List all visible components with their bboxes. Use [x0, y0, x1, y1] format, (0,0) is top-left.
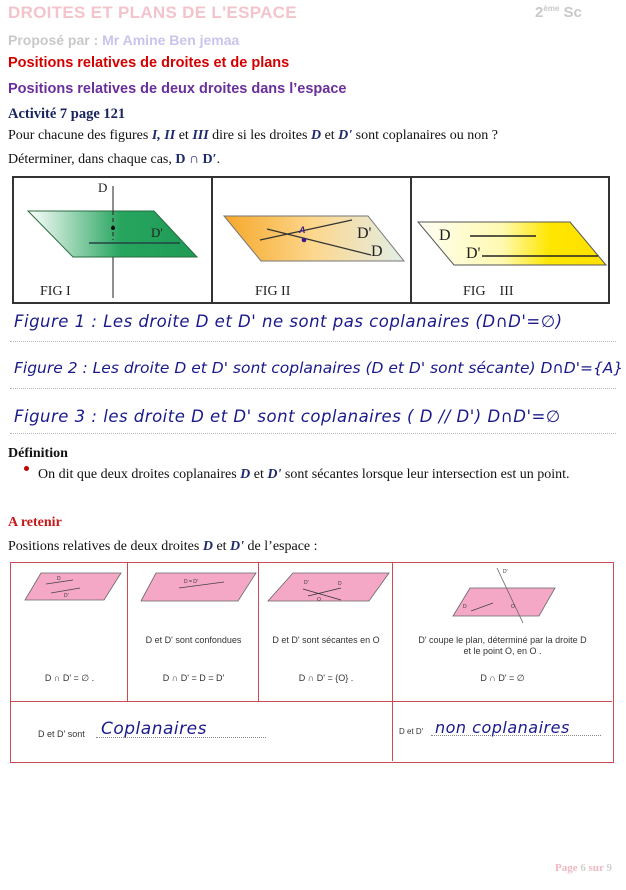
question-1 — [8, 128, 498, 144]
q1-Dp: D' — [338, 128, 353, 143]
summary-left-answer: Coplanaires — [101, 719, 207, 739]
document-title: DROITES ET PLANS DE L'ESPACE — [8, 3, 297, 22]
retenir-et: et — [216, 539, 227, 554]
q2-expr: D ∩ D′ — [175, 152, 217, 167]
summary-right-label: D et D' — [399, 727, 424, 736]
def-Dp: D' — [267, 467, 282, 482]
def-D: D — [240, 467, 251, 482]
summary-coplanaires — [11, 702, 393, 761]
svg-text:D: D — [98, 180, 108, 195]
svg-text:O: O — [511, 604, 515, 610]
page-current: 6 — [580, 862, 586, 874]
case-non-coplanaires-intersection: D ∩ D' = ∅ — [480, 673, 525, 683]
svg-text:D: D — [439, 227, 451, 244]
summary-left-label: D et D' sont — [38, 729, 85, 739]
activity-title: Activité 7 page 121 — [8, 106, 126, 122]
svg-text:D': D' — [304, 580, 309, 586]
page-word: Page — [555, 862, 578, 874]
svg-text:FIG II: FIG II — [255, 284, 291, 299]
case-non-coplanaires — [393, 563, 612, 702]
author-line — [8, 32, 239, 48]
answer-line-1-rule — [10, 341, 616, 342]
answer-line-2-rule — [10, 388, 616, 389]
svg-text:D: D — [371, 243, 383, 260]
def-text-b: sont sécantes lorsque leur intersection est un point. — [284, 467, 570, 482]
case-non-coplanaires-desc2: et le point O, en O . — [463, 646, 542, 656]
case-confondues — [128, 563, 259, 702]
figure-3-drawing — [412, 178, 608, 302]
retenir-table — [10, 562, 614, 763]
level-sup: ème — [543, 4, 560, 13]
retenir-title: A retenir — [8, 515, 62, 530]
author-prefix: Proposé par : — [8, 32, 99, 48]
case-parallel-intersection: D ∩ D' = ∅ . — [44, 673, 95, 683]
retenir-intro-a: Positions relatives de deux droites — [8, 539, 200, 554]
figure-1 — [14, 178, 211, 302]
author-name: Mr Amine Ben jemaa — [102, 32, 240, 48]
retenir-intro — [8, 539, 318, 555]
svg-text:O: O — [317, 597, 321, 603]
svg-text:D': D' — [466, 245, 481, 262]
case-parallel-drawing — [11, 563, 128, 613]
case-parallel — [11, 563, 128, 702]
q1-text: Pour chacune des figures — [8, 128, 149, 143]
definition-title: Définition — [8, 446, 68, 461]
case-secantes-drawing — [259, 563, 393, 613]
q1-et2: et — [324, 128, 335, 143]
q2-end: . — [216, 152, 221, 167]
svg-text:D': D' — [151, 225, 163, 240]
definition-text — [38, 467, 570, 483]
def-text-a: On dit que deux droites coplanaires — [38, 467, 237, 482]
case-secantes-desc: D et D' sont sécantes en O — [272, 635, 380, 645]
svg-text:FIG I: FIG I — [40, 284, 71, 299]
summary-right-answer: non coplanaires — [435, 718, 570, 737]
svg-text:D = D': D = D' — [184, 579, 198, 585]
retenir-intro-b: de l’espace : — [247, 539, 318, 554]
answer-figure-2: Figure 2 : Les droite D et D' sont coplanaires (D et D' sont sécante) D∩D'={A} — [14, 359, 624, 377]
q1-D: D — [310, 128, 322, 143]
retenir-D: D — [202, 539, 213, 554]
case-confondues-intersection: D ∩ D' = D = D' — [162, 673, 225, 683]
class-level — [535, 4, 582, 21]
svg-text:D: D — [338, 581, 342, 587]
figure-1-drawing — [14, 178, 211, 302]
bullet-icon — [24, 466, 29, 471]
case-secantes-intersection: D ∩ D' = {O} . — [298, 673, 354, 683]
level-suffix: Sc — [563, 4, 582, 21]
level-number: 2 — [535, 4, 544, 21]
summary-non-coplanaires — [393, 702, 612, 761]
svg-text:FIG III: FIG III — [463, 284, 514, 299]
section-title-1: Positions relatives de droites et de plans — [8, 55, 290, 71]
q1-fig3: III — [192, 128, 209, 143]
q1-text-c: sont coplanaires ou non ? — [355, 128, 498, 143]
svg-text:D': D' — [357, 225, 372, 242]
answer-line-3-rule — [10, 433, 616, 434]
figure-3 — [410, 178, 610, 302]
case-non-coplanaires-desc: D' coupe le plan, déterminé par la droite D — [418, 635, 587, 645]
answer-figure-1: Figure 1 : Les droite D et D' ne sont pas coplanaires (D∩D'=∅) — [14, 312, 563, 331]
answer-figure-3: Figure 3 : les droite D et D' sont coplanaires ( D // D') D∩D'=∅ — [14, 407, 561, 426]
figure-2-drawing — [213, 178, 410, 302]
page-total: 9 — [606, 862, 612, 874]
page-number — [555, 862, 612, 874]
retenir-Dp: D' — [230, 539, 245, 554]
q2-text: Déterminer, dans chaque cas, — [8, 152, 172, 167]
svg-text:A: A — [299, 225, 306, 235]
svg-text:D': D' — [503, 569, 508, 575]
q1-figs: I, II — [151, 128, 176, 143]
case-secantes — [259, 563, 393, 702]
q1-text-b: dire si les droites — [212, 128, 308, 143]
section-title-2: Positions relatives de deux droites dans l’espace — [8, 81, 347, 97]
question-2 — [8, 152, 220, 168]
page-of: sur — [588, 862, 604, 874]
case-confondues-drawing — [128, 563, 259, 613]
case-non-coplanaires-drawing — [393, 563, 612, 623]
figures-table — [12, 176, 610, 304]
def-et: et — [253, 467, 264, 482]
case-confondues-desc: D et D' sont confondues — [145, 635, 242, 645]
svg-text:D: D — [57, 576, 61, 582]
svg-text:D': D' — [64, 593, 69, 599]
svg-text:D: D — [463, 604, 467, 610]
q1-et: et — [178, 128, 189, 143]
figure-2 — [211, 178, 412, 302]
